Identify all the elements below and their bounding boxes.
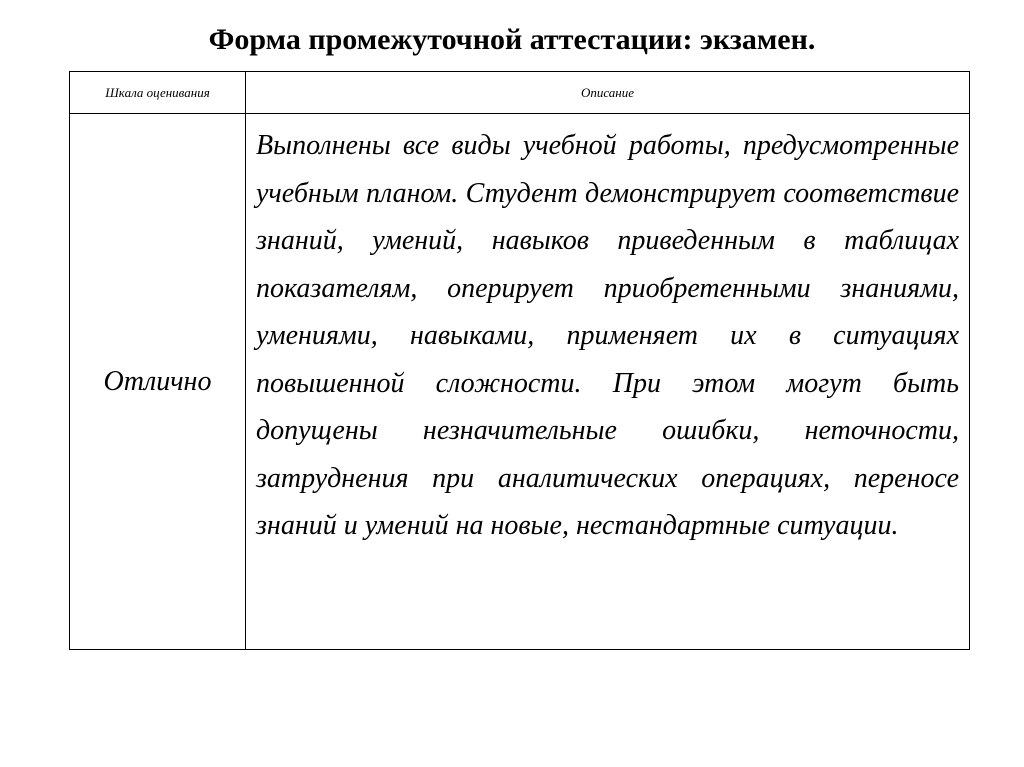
grading-table [69,71,970,650]
grade-cell: Отлично [70,114,246,650]
table-row [70,114,970,650]
header-scale: Шкала оценивания [70,72,246,114]
page-title: Форма промежуточной аттестации: экзамен. [208,23,816,56]
description-text: Выполнены все виды учебной работы, предусмотренные учебным планом. Студент демонстрирует соответствие знаний, умений, навыков приведенным в таблицах показателям, оперирует приобретенными знаниями, умениями, навыками, применяет их в ситуациях повышенной сложности. При этом могут быть допущены незначительные ошибки, неточности, затруднения при аналитических операциях, переносе знаний и умений на новые, нестандартные ситуации. [256,130,959,541]
table-header-row [70,72,970,114]
header-description: Описание [246,72,970,114]
description-cell [246,114,970,650]
